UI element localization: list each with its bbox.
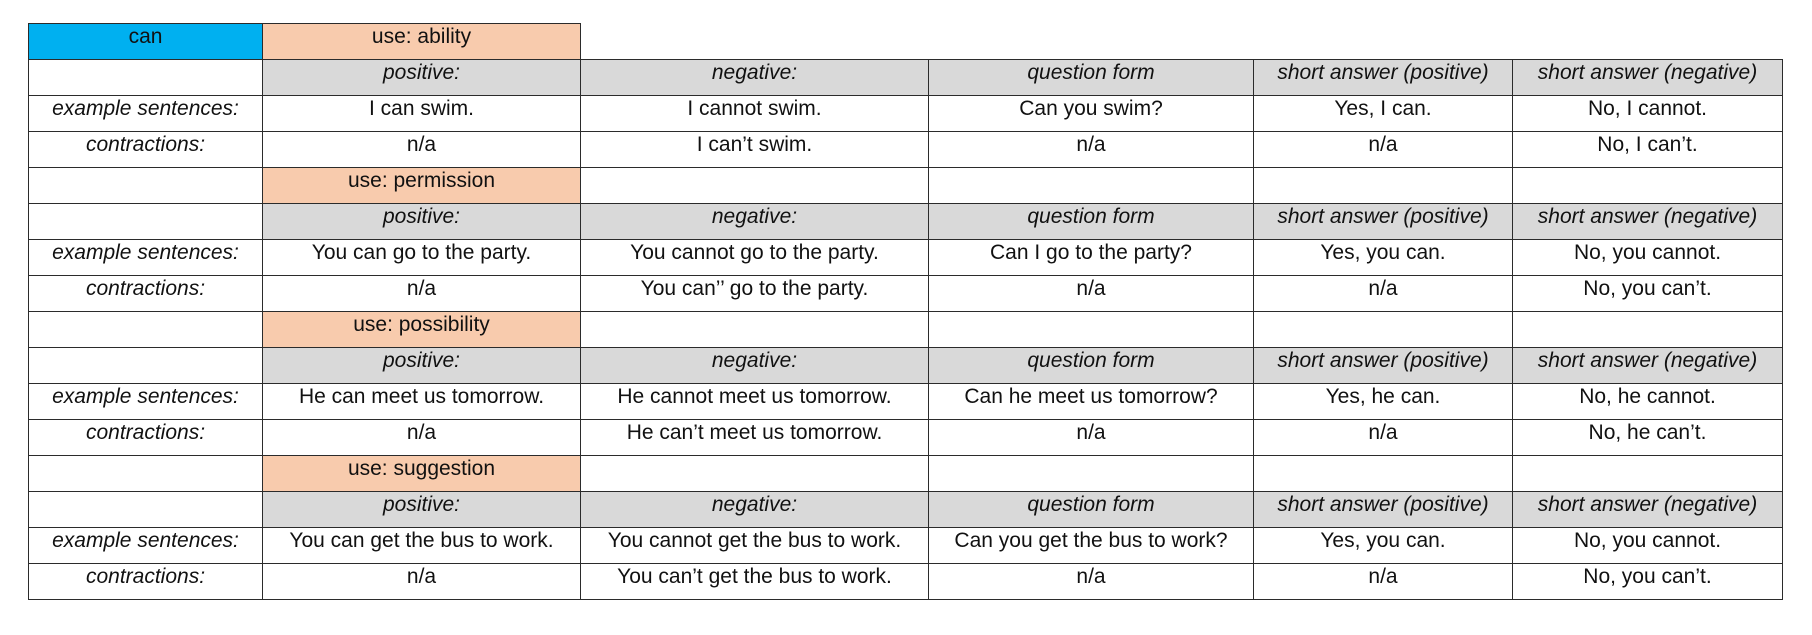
row-label-cell xyxy=(29,60,263,96)
example-row xyxy=(29,96,1783,132)
contraction-cell-short-positive: n/a xyxy=(1254,564,1513,600)
row-label-cell xyxy=(29,204,263,240)
contraction-cell-question: n/a xyxy=(929,276,1254,312)
empty-cell xyxy=(581,312,929,348)
row-label-contractions: contractions: xyxy=(29,420,263,456)
example-cell-negative: You cannot get the bus to work. xyxy=(581,528,929,564)
column-header-question: question form xyxy=(929,60,1254,96)
empty-cell xyxy=(1513,312,1783,348)
use-label: use: possibility xyxy=(263,312,581,348)
row-label-contractions: contractions: xyxy=(29,132,263,168)
contraction-cell-short-negative: No, I can’t. xyxy=(1513,132,1783,168)
column-header-positive: positive: xyxy=(263,348,581,384)
example-row xyxy=(29,240,1783,276)
use-row xyxy=(29,312,1783,348)
column-header-negative: negative: xyxy=(581,492,929,528)
contraction-cell-positive: n/a xyxy=(263,420,581,456)
column-header-negative: negative: xyxy=(581,204,929,240)
use-label: use: suggestion xyxy=(263,456,581,492)
row-label-examples: example sentences: xyxy=(29,528,263,564)
use-row xyxy=(29,456,1783,492)
example-cell-positive: You can go to the party. xyxy=(263,240,581,276)
contraction-cell-short-negative: No, he can’t. xyxy=(1513,420,1783,456)
example-cell-short-positive: Yes, I can. xyxy=(1254,96,1513,132)
header-row xyxy=(29,492,1783,528)
example-cell-short-negative: No, you cannot. xyxy=(1513,528,1783,564)
empty-cell xyxy=(929,168,1254,204)
use-row xyxy=(29,24,1783,60)
example-cell-positive: He can meet us tomorrow. xyxy=(263,384,581,420)
use-label: use: permission xyxy=(263,168,581,204)
header-row xyxy=(29,204,1783,240)
contraction-row xyxy=(29,132,1783,168)
example-cell-short-positive: Yes, he can. xyxy=(1254,384,1513,420)
example-cell-question: Can he meet us tomorrow? xyxy=(929,384,1254,420)
contraction-cell-negative: You can’t get the bus to work. xyxy=(581,564,929,600)
contraction-cell-short-negative: No, you can’t. xyxy=(1513,564,1783,600)
empty-cell xyxy=(1513,24,1783,60)
contraction-cell-negative: He can’t meet us tomorrow. xyxy=(581,420,929,456)
row-label-cell xyxy=(29,348,263,384)
example-cell-negative: I cannot swim. xyxy=(581,96,929,132)
use-row xyxy=(29,168,1783,204)
example-cell-question: Can you get the bus to work? xyxy=(929,528,1254,564)
column-header-short-negative: short answer (negative) xyxy=(1513,492,1783,528)
example-cell-short-negative: No, you cannot. xyxy=(1513,240,1783,276)
header-row xyxy=(29,60,1783,96)
contraction-cell-question: n/a xyxy=(929,564,1254,600)
contraction-cell-question: n/a xyxy=(929,132,1254,168)
contraction-cell-positive: n/a xyxy=(263,564,581,600)
column-header-short-positive: short answer (positive) xyxy=(1254,348,1513,384)
example-cell-question: Can I go to the party? xyxy=(929,240,1254,276)
contraction-row xyxy=(29,564,1783,600)
column-header-short-positive: short answer (positive) xyxy=(1254,60,1513,96)
column-header-short-negative: short answer (negative) xyxy=(1513,348,1783,384)
row-label-examples: example sentences: xyxy=(29,240,263,276)
column-header-question: question form xyxy=(929,348,1254,384)
empty-cell xyxy=(581,456,929,492)
row-label-contractions: contractions: xyxy=(29,564,263,600)
row-label-cell xyxy=(29,168,263,204)
contraction-cell-short-negative: No, you can’t. xyxy=(1513,276,1783,312)
example-cell-short-positive: Yes, you can. xyxy=(1254,528,1513,564)
column-header-positive: positive: xyxy=(263,204,581,240)
column-header-short-positive: short answer (positive) xyxy=(1254,492,1513,528)
use-label: use: ability xyxy=(263,24,581,60)
row-label-examples: example sentences: xyxy=(29,384,263,420)
contraction-cell-positive: n/a xyxy=(263,132,581,168)
empty-cell xyxy=(581,24,929,60)
example-row xyxy=(29,384,1783,420)
example-cell-positive: I can swim. xyxy=(263,96,581,132)
example-row xyxy=(29,528,1783,564)
empty-cell xyxy=(1254,456,1513,492)
contraction-row xyxy=(29,276,1783,312)
column-header-question: question form xyxy=(929,204,1254,240)
example-cell-short-negative: No, he cannot. xyxy=(1513,384,1783,420)
contraction-cell-short-positive: n/a xyxy=(1254,420,1513,456)
contraction-row xyxy=(29,420,1783,456)
empty-cell xyxy=(1254,312,1513,348)
example-cell-positive: You can get the bus to work. xyxy=(263,528,581,564)
row-label-cell xyxy=(29,456,263,492)
row-label-contractions: contractions: xyxy=(29,276,263,312)
row-label-cell xyxy=(29,492,263,528)
column-header-negative: negative: xyxy=(581,60,929,96)
table-title: can xyxy=(29,24,263,60)
example-cell-negative: He cannot meet us tomorrow. xyxy=(581,384,929,420)
contraction-cell-negative: You can’’ go to the party. xyxy=(581,276,929,312)
row-label-examples: example sentences: xyxy=(29,96,263,132)
column-header-short-negative: short answer (negative) xyxy=(1513,204,1783,240)
contraction-cell-negative: I can’t swim. xyxy=(581,132,929,168)
column-header-negative: negative: xyxy=(581,348,929,384)
contraction-cell-short-positive: n/a xyxy=(1254,132,1513,168)
empty-cell xyxy=(1513,456,1783,492)
example-cell-question: Can you swim? xyxy=(929,96,1254,132)
contraction-cell-question: n/a xyxy=(929,420,1254,456)
header-row xyxy=(29,348,1783,384)
empty-cell xyxy=(1254,24,1513,60)
example-cell-negative: You cannot go to the party. xyxy=(581,240,929,276)
column-header-short-negative: short answer (negative) xyxy=(1513,60,1783,96)
empty-cell xyxy=(1513,168,1783,204)
example-cell-short-negative: No, I cannot. xyxy=(1513,96,1783,132)
column-header-positive: positive: xyxy=(263,60,581,96)
contraction-cell-short-positive: n/a xyxy=(1254,276,1513,312)
empty-cell xyxy=(929,456,1254,492)
column-header-positive: positive: xyxy=(263,492,581,528)
empty-cell xyxy=(929,312,1254,348)
empty-cell xyxy=(1254,168,1513,204)
grammar-table xyxy=(28,23,1783,600)
example-cell-short-positive: Yes, you can. xyxy=(1254,240,1513,276)
column-header-question: question form xyxy=(929,492,1254,528)
empty-cell xyxy=(929,24,1254,60)
empty-cell xyxy=(581,168,929,204)
contraction-cell-positive: n/a xyxy=(263,276,581,312)
column-header-short-positive: short answer (positive) xyxy=(1254,204,1513,240)
row-label-cell xyxy=(29,312,263,348)
